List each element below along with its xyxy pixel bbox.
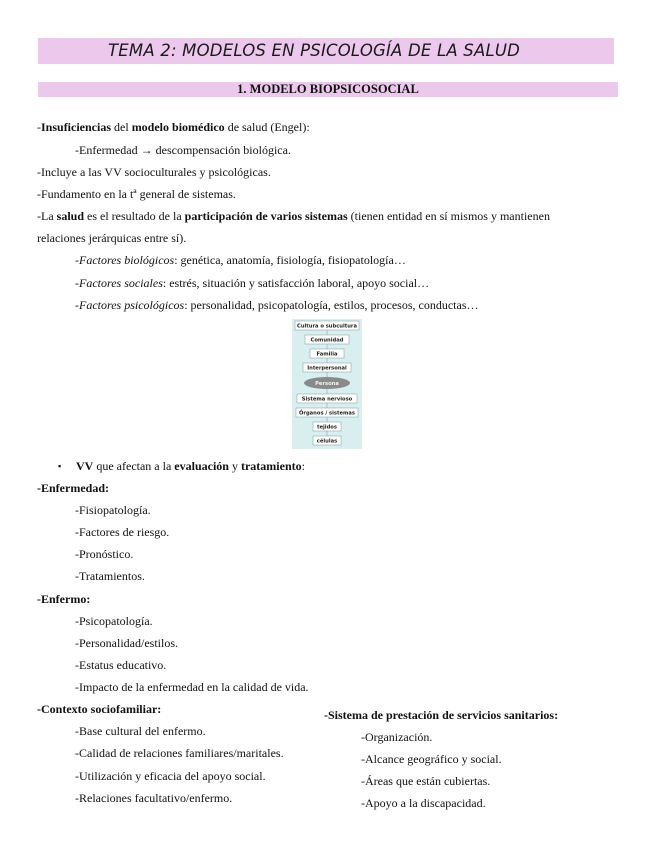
factor-sociales: -Factores sociales: estrés, situación y satisfacción laboral, apoyo social… [75, 276, 430, 290]
level-label-0: Cultura o subcultura [297, 323, 357, 330]
level-label-3: Interpersonal [307, 365, 347, 372]
intro-line-5: -La salud es el resultado de la participación de varios sistemas (tienen entidad en sí mismos y mantienen [37, 209, 550, 223]
bullet-marker: ▪ [58, 461, 62, 471]
list-item: -Factores de riesgo. [75, 525, 170, 539]
intro-line-3: -Incluye a las VV socioculturales y psicológicas. [37, 165, 271, 179]
level-label-2: Familia [316, 351, 338, 358]
intro-line-4: -Fundamento en la tª general de sistemas. [37, 187, 236, 201]
section-heading: 1. MODELO BIOPSICOSOCIAL [237, 82, 419, 96]
intro-line-6: relaciones jerárquicas entre sí). [37, 231, 187, 245]
list-item: -Personalidad/estilos. [75, 636, 178, 650]
vv-line: VV que afectan a la evaluación y tratamiento: [76, 459, 305, 473]
list-item: -Calidad de relaciones familiares/maritales. [75, 746, 284, 760]
list-item: -Estatus educativo. [75, 658, 167, 672]
list-item: -Impacto de la enfermedad en la calidad de vida. [75, 680, 309, 694]
list-item: -Fisiopatología. [75, 503, 151, 517]
level-label-1: Comunidad [310, 337, 344, 344]
systems-hierarchy-diagram [292, 319, 362, 449]
list-item: -Tratamientos. [75, 569, 145, 583]
level-label-7: tejidos [317, 424, 337, 431]
enfermedad-heading: -Enfermedad: [37, 481, 109, 495]
level-label-6: Órganos / sistemas [299, 410, 355, 417]
list-item: -Psicopatología. [75, 614, 153, 628]
list-item: -Apoyo a la discapacidad. [361, 796, 486, 810]
list-item: -Relaciones facultativo/enfermo. [75, 791, 233, 805]
list-item: -Áreas que están cubiertas. [361, 774, 491, 788]
list-item: -Utilización y eficacia del apoyo social. [75, 769, 266, 783]
level-label-4: Persona [315, 380, 339, 387]
section-bar [38, 82, 618, 97]
page-title: TEMA 2: MODELOS EN PSICOLOGÍA DE LA SALUD [108, 41, 521, 60]
contexto-heading: -Contexto sociofamiliar: [37, 702, 162, 716]
intro-line-2: -Enfermedad → descompensación biológica. [75, 143, 291, 157]
title-bar [38, 38, 614, 64]
factor-psicologicos: -Factores psicológicos: personalidad, psicopatología, estilos, procesos, conductas… [75, 298, 479, 312]
enfermo-heading: -Enfermo: [37, 592, 91, 606]
list-item: -Base cultural del enfermo. [75, 724, 206, 738]
list-item: -Alcance geográfico y social. [361, 752, 502, 766]
list-item: -Organización. [361, 730, 433, 744]
level-label-8: células [316, 438, 338, 445]
intro-line-1: -Insuficiencias del modelo biomédico de salud (Engel): [37, 120, 310, 134]
list-item: -Pronóstico. [75, 547, 134, 561]
sistema-heading: -Sistema de prestación de servicios sanitarios: [324, 708, 559, 722]
level-label-5: Sistema nervioso [301, 396, 353, 403]
factor-biologicos: -Factores biológicos: genética, anatomía, fisiología, fisiopatología… [75, 253, 406, 267]
